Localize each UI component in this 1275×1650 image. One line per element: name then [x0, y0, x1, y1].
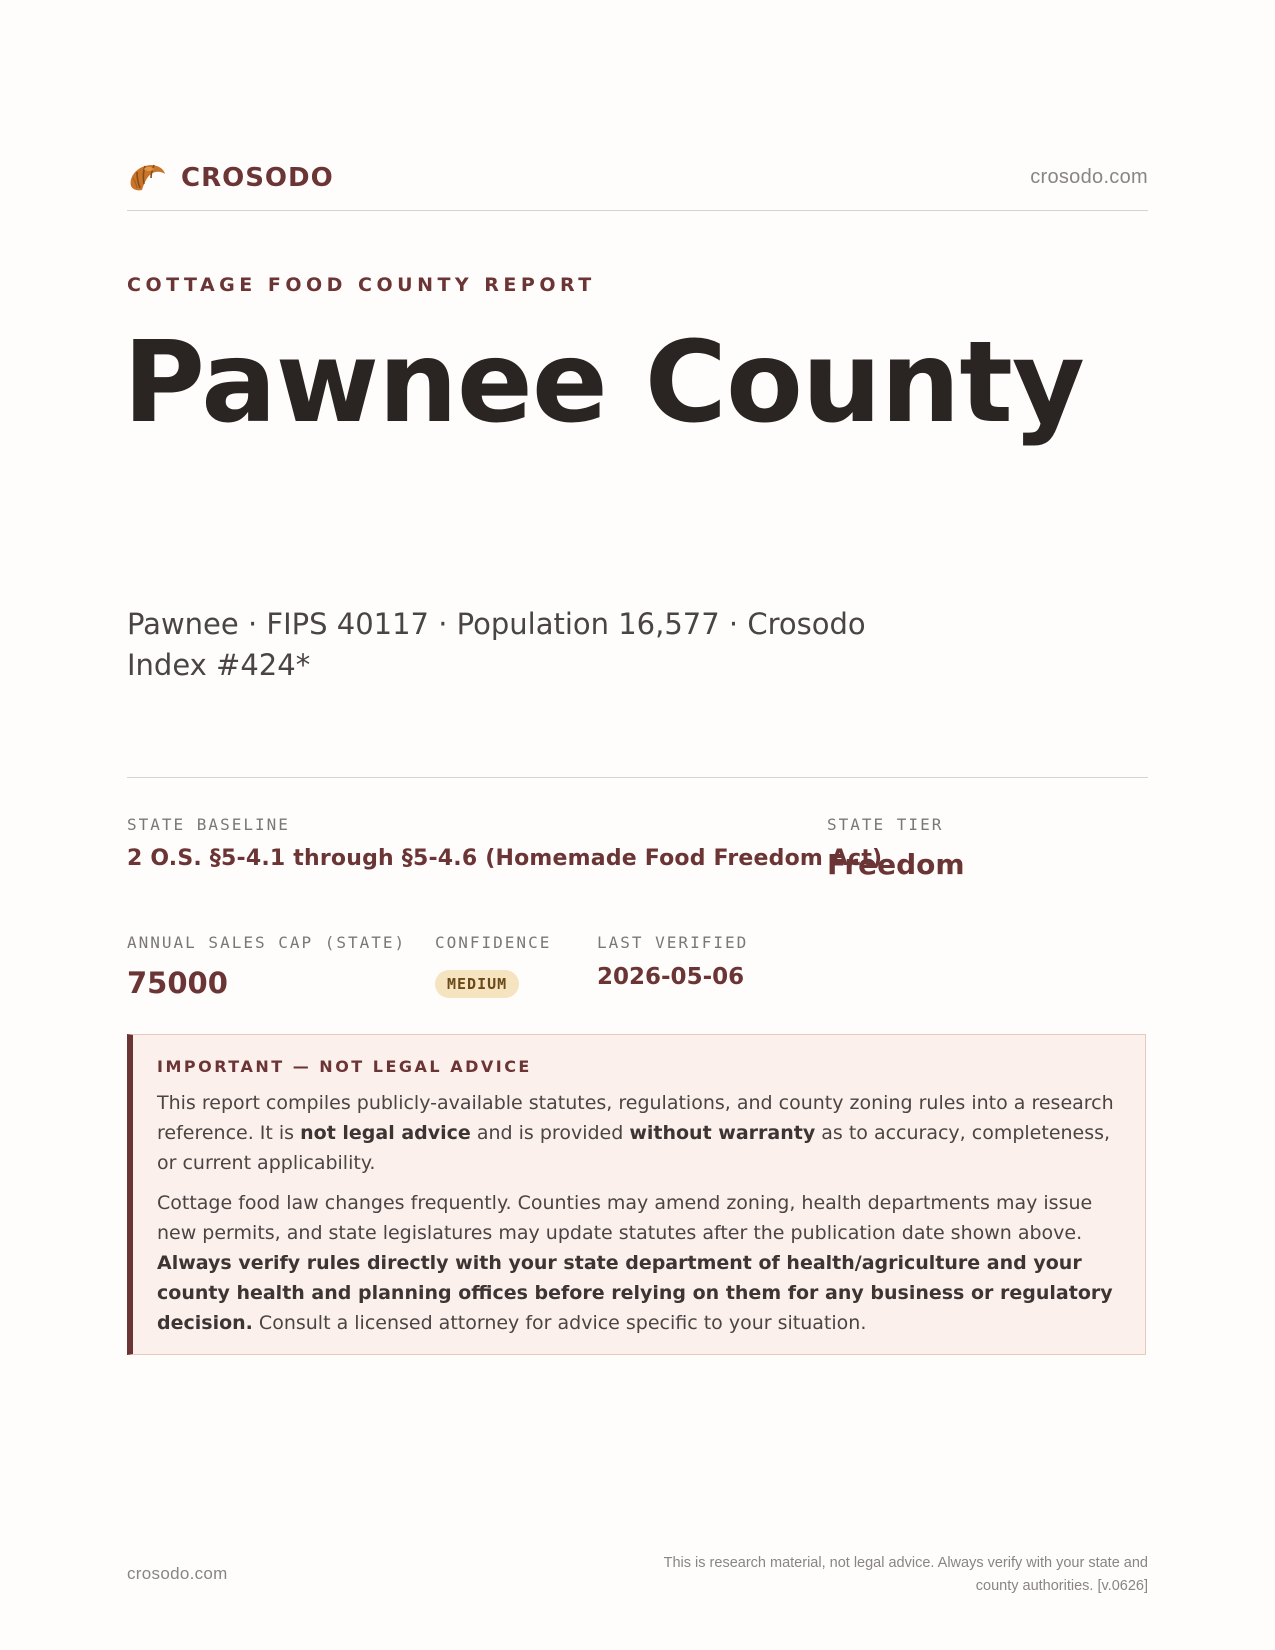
section-divider	[127, 777, 1148, 778]
state-baseline-value: 2 O.S. §5-4.1 through §5-4.6 (Homemade Food Freedom Act)	[127, 846, 883, 871]
notice-text: as to accuracy, completeness, or current applicability.	[157, 1122, 1111, 1174]
sales-cap-label: ANNUAL SALES CAP (STATE)	[127, 933, 407, 952]
state-baseline-label: STATE BASELINE	[127, 815, 290, 834]
page-title: Pawnee County	[123, 318, 1084, 448]
notice-text: and is provided	[470, 1122, 630, 1144]
site-url[interactable]: crosodo.com	[1030, 166, 1148, 188]
county-subtitle: Pawnee · FIPS 40117 · Population 16,577 · Crosodo Index #424*	[127, 607, 866, 682]
notice-text: Consult a licensed attorney for advice specific to your situation.	[252, 1312, 867, 1334]
state-tier-field	[827, 815, 965, 881]
notice-bold: Always verify rules directly with your state department of health/agriculture and your county health and planning offices before relying on them for any business or regulatory decision.	[157, 1252, 1113, 1334]
confidence-field	[435, 933, 551, 998]
notice-heading: IMPORTANT — NOT LEGAL ADVICE	[157, 1057, 532, 1076]
notice-text: Cottage food law changes frequently. Counties may amend zoning, health departments may issue new permits, and state legislatures may update statutes after the publication date shown above.	[157, 1192, 1093, 1244]
notice-bold: not legal advice	[300, 1122, 471, 1144]
legal-notice	[127, 1034, 1146, 1355]
last-verified-value: 2026-05-06	[597, 964, 745, 990]
brand	[127, 160, 334, 196]
header	[127, 158, 1148, 202]
last-verified-label: LAST VERIFIED	[597, 933, 749, 952]
state-tier-value: Freedom	[827, 848, 965, 881]
confidence-badge: MEDIUM	[435, 970, 519, 998]
confidence-label: CONFIDENCE	[435, 933, 552, 952]
last-verified-field	[597, 933, 748, 990]
header-divider	[127, 210, 1148, 211]
croissant-icon	[127, 160, 167, 196]
state-baseline-field	[127, 815, 882, 871]
footer-disclaimer: This is research material, not legal advice. Always verify with your state and county authorities. [v.0626]	[663, 1555, 1148, 1594]
notice-bold: without warranty	[629, 1122, 816, 1144]
report-eyebrow: COTTAGE FOOD COUNTY REPORT	[127, 274, 596, 296]
state-tier-label: STATE TIER	[827, 815, 944, 834]
notice-paragraph-2	[157, 1188, 1119, 1338]
report-page	[123, 0, 1148, 1650]
notice-paragraph-1	[157, 1088, 1119, 1178]
notice-text: This report compiles publicly-available statutes, regulations, and county zoning rules into a research reference. It is	[157, 1092, 1114, 1144]
sales-cap-value: 75000	[127, 966, 228, 1000]
sales-cap-field	[127, 933, 406, 1000]
footer-site-url[interactable]: crosodo.com	[127, 1564, 228, 1583]
brand-name: CROSODO	[181, 163, 334, 193]
